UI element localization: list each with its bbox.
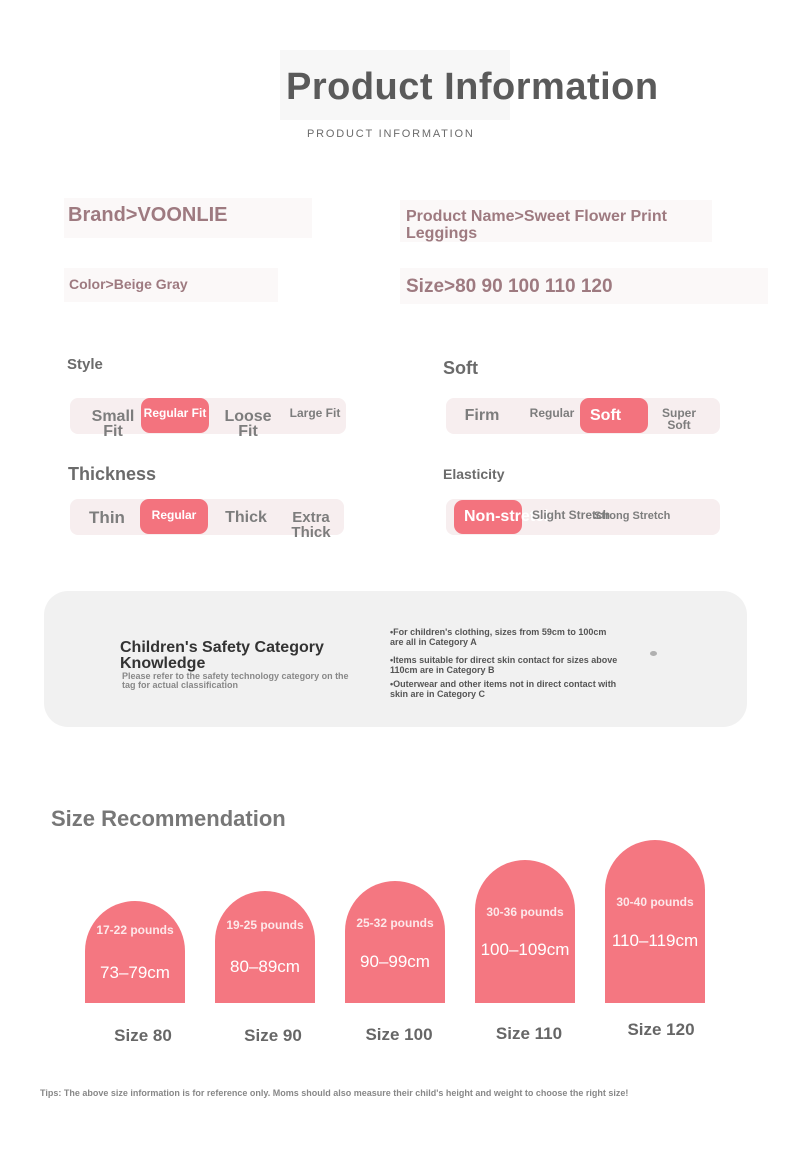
thickness-label: Thickness	[68, 464, 157, 484]
elasticity-label: Elasticity	[443, 466, 505, 482]
style-label: Style	[67, 356, 103, 373]
thickness-selected-pill: Regular	[140, 499, 208, 534]
dot-icon	[650, 651, 657, 656]
size-100-label: Size 100	[365, 1025, 433, 1044]
style-selected-pill: Regular Fit	[141, 398, 209, 433]
size-90-arch	[215, 891, 315, 1003]
size-90-weight: 19-25 pounds	[226, 918, 304, 932]
safety-title: Children's Safety Category Knowledge	[120, 639, 324, 672]
size-100-height: 90–99cm	[360, 952, 430, 971]
thickness-option-extra-thick: Extra Thick	[291, 509, 331, 541]
style-option-small-fit: Small Fit	[91, 408, 135, 440]
page-title: Product Information	[286, 66, 659, 108]
soft-selected-pill: Soft	[580, 398, 648, 433]
soft-label: Soft	[443, 358, 478, 378]
thickness-option-thick: Thick	[225, 509, 267, 526]
elasticity-option-slight-stretch: Slight Stretch	[532, 508, 611, 522]
page-subtitle: PRODUCT INFORMATION	[307, 128, 475, 140]
color-info: Color>Beige Gray	[69, 276, 188, 292]
brand-info: Brand>VOONLIE	[68, 204, 228, 226]
size-80-weight: 17-22 pounds	[96, 923, 174, 937]
size-90-height: 80–89cm	[230, 957, 300, 976]
size-100-weight: 25-32 pounds	[356, 916, 434, 930]
size-120-weight: 30-40 pounds	[616, 895, 694, 909]
size-100-arch	[345, 881, 445, 1003]
product-name-info: Product Name>Sweet Flower Print Leggings	[406, 208, 667, 242]
size-80-arch	[85, 901, 185, 1003]
safety-bullet-a: •For children's clothing, sizes from 59cm to 100cm are all in Category A	[390, 627, 607, 647]
size-120-label: Size 120	[627, 1020, 695, 1039]
size-120-height: 110–119cm	[611, 931, 699, 950]
size-80-height: 73–79cm	[100, 963, 170, 982]
safety-bullet-c: •Outerwear and other items not in direct contact with skin are in Category C	[390, 679, 617, 699]
safety-bullet-b: •Items suitable for direct skin contact for sizes above 110cm are in Category B	[390, 655, 618, 675]
size-info: Size>80 90 100 110 120	[406, 276, 613, 297]
style-option-large-fit: Large Fit	[289, 406, 341, 420]
soft-option-regular: Regular	[529, 406, 575, 420]
size-110-label: Size 110	[495, 1024, 563, 1043]
size-90-label: Size 90	[244, 1026, 302, 1045]
size-120-arch	[605, 840, 705, 1003]
size-recommendation-title: Size Recommendation	[51, 806, 286, 831]
size-110-height: 100–109cm	[480, 940, 570, 959]
size-110-arch	[475, 860, 575, 1003]
size-110-weight: 30-36 pounds	[486, 905, 564, 919]
soft-option-firm: Firm	[464, 407, 500, 424]
style-option-loose-fit: Loose Fit	[224, 408, 272, 440]
tips-text: Tips: The above size information is for reference only. Moms should also measure their child's height and weight to choose the right size!	[40, 1088, 629, 1098]
thickness-option-thin: Thin	[89, 508, 125, 527]
elasticity-selected-pill: Non-stretch	[454, 500, 522, 534]
elasticity-option-strong-stretch: Strong Stretch	[594, 510, 671, 522]
safety-note: Please refer to the safety technology category on the tag for actual classification	[122, 671, 349, 690]
size-80-label: Size 80	[114, 1026, 172, 1045]
soft-option-super-soft: Super Soft	[661, 406, 696, 432]
